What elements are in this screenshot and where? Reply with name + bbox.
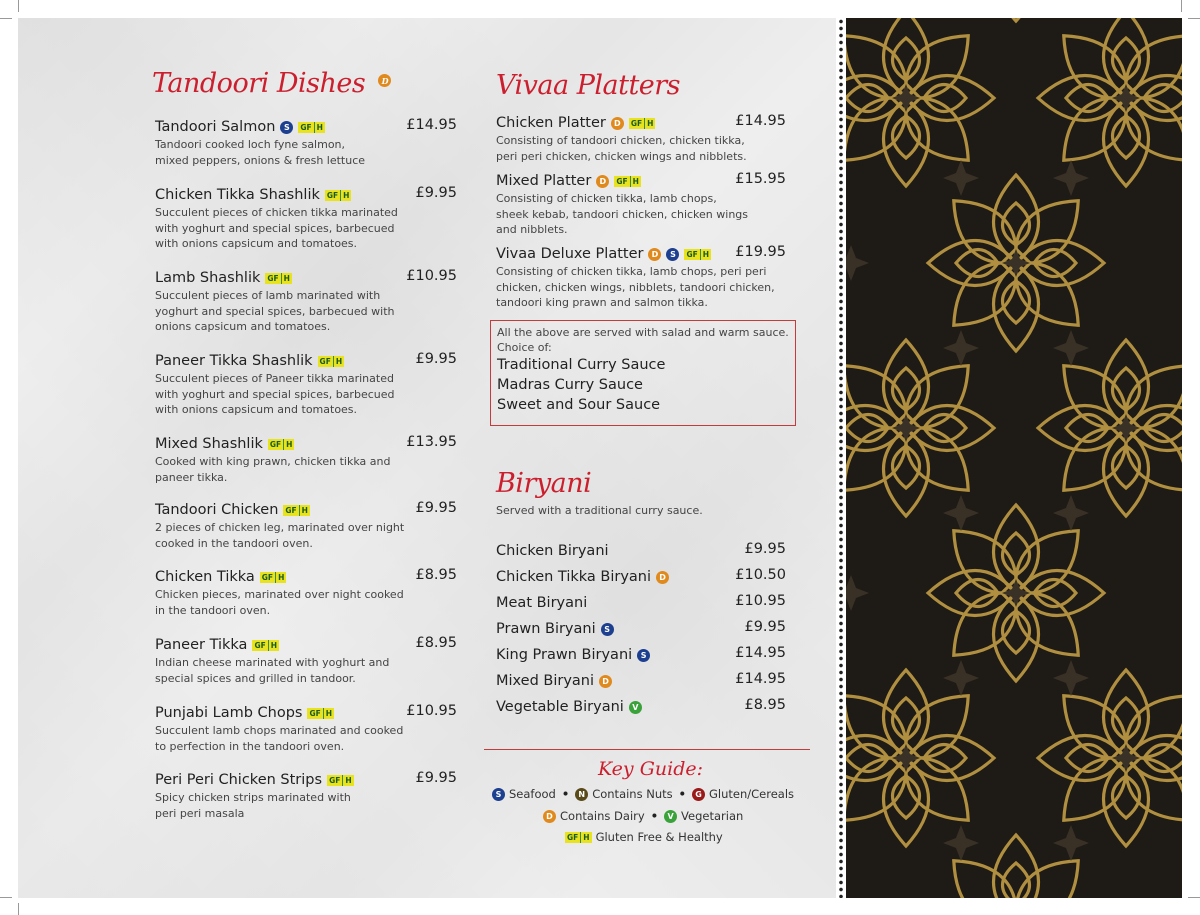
item-name: Vegetable Biryani <box>496 699 624 715</box>
menu-item <box>496 113 786 164</box>
item-price: £8.95 <box>415 635 457 651</box>
dairy-icon: D <box>611 117 624 130</box>
item-heading <box>155 770 457 790</box>
menu-item <box>496 244 786 311</box>
biryani-item <box>496 645 786 667</box>
item-heading <box>155 500 457 520</box>
item-description-line: paneer tikka. <box>155 470 228 484</box>
item-heading <box>155 351 457 371</box>
gluten-free-healthy-icon <box>283 505 310 516</box>
gluten-free-healthy-icon <box>298 122 325 133</box>
item-price: £14.95 <box>735 645 786 661</box>
item-name: Meat Biryani <box>496 595 588 611</box>
item-description-line: Succulent pieces of chicken tikka marinated <box>155 206 398 219</box>
gfh-h-part: H <box>314 122 325 133</box>
gfh-gf-part: GF <box>300 122 312 132</box>
biryani-item <box>496 541 786 563</box>
gluten-free-healthy-icon <box>614 176 641 187</box>
item-heading <box>496 567 786 587</box>
sauce-option: Madras Curry Sauce <box>497 377 643 393</box>
item-description-line: Chicken pieces, marinated over night cooked <box>155 588 404 601</box>
item-description-line: to perfection in the tandoori oven. <box>155 739 345 753</box>
dairy-icon: D <box>378 74 391 87</box>
gfh-gf-part: GF <box>567 832 579 842</box>
item-description-line: Consisting of chicken tikka, lamb chops, <box>496 192 717 205</box>
dotted-border <box>836 18 846 898</box>
biryani-item <box>496 593 786 615</box>
gluten-free-healthy-icon <box>307 708 334 719</box>
seafood-icon: S <box>637 649 650 662</box>
biryani-subtitle: Served with a traditional curry sauce. <box>496 504 703 517</box>
item-description-line: cooked in the tandoori oven. <box>155 536 313 550</box>
item-heading <box>155 703 457 723</box>
item-price: £9.95 <box>744 619 786 635</box>
item-name: Prawn Biryani <box>496 621 596 637</box>
gfh-gf-part: GF <box>630 118 643 128</box>
gfh-h-part: H <box>299 505 310 516</box>
gfh-gf-part: GF <box>254 640 266 650</box>
item-heading <box>496 171 786 191</box>
item-description-line: Succulent lamb chops marinated and cooked <box>155 724 404 737</box>
key-guide-row <box>565 829 723 845</box>
item-name: Mixed Shashlik <box>155 436 263 452</box>
item-description-line: sheek kebab, tandoori chicken, chicken wings <box>496 207 749 221</box>
gluten-free-healthy-icon <box>325 190 352 201</box>
item-name: Chicken Tikka Shashlik <box>155 187 320 203</box>
item-heading <box>155 117 457 137</box>
item-description-line: with onions capsicum and tomatoes. <box>155 237 358 250</box>
floral-pattern-graphic <box>846 18 1182 898</box>
gfh-h-part: H <box>333 356 344 367</box>
gfh-gf-part: GF <box>269 439 282 449</box>
gluten-free-healthy-icon <box>684 249 711 260</box>
item-price: £9.95 <box>744 541 786 557</box>
item-price: £10.50 <box>735 567 786 583</box>
gfh-h-part: H <box>340 190 351 201</box>
gfh-gf-part: GF <box>309 708 321 718</box>
gfh-h-part: H <box>644 118 655 129</box>
item-heading <box>155 635 457 655</box>
item-price: £9.95 <box>415 351 457 367</box>
gluten-free-healthy-icon <box>260 572 287 583</box>
item-description-line: Indian cheese marinated with yoghurt and <box>155 656 390 669</box>
item-heading <box>155 434 457 454</box>
gfh-h-part: H <box>268 640 279 651</box>
biryani-item <box>496 567 786 589</box>
gfh-h-part: H <box>275 572 286 583</box>
key-nuts-label: Contains Nuts <box>592 787 673 801</box>
item-heading <box>155 567 457 587</box>
key-gluten-label: Gluten/Cereals <box>709 787 795 801</box>
crop-mark <box>1188 18 1200 19</box>
menu-item <box>155 351 457 418</box>
gluten-free-healthy-icon <box>268 439 295 450</box>
biryani-item <box>496 619 786 641</box>
item-description-line: with yoghurt and special spices, barbecued <box>155 387 395 401</box>
crop-mark <box>0 897 12 898</box>
item-price: £9.95 <box>415 500 457 516</box>
item-price: £19.95 <box>735 244 786 260</box>
item-description-line: Spicy chicken strips marinated with <box>155 791 351 804</box>
item-heading <box>155 268 457 288</box>
seafood-icon: S <box>492 788 505 801</box>
item-price: £10.95 <box>406 268 457 284</box>
item-name: Punjabi Lamb Chops <box>155 705 303 721</box>
dairy-icon: D <box>543 810 556 823</box>
seafood-icon: S <box>601 623 614 636</box>
dairy-icon: D <box>656 571 669 584</box>
item-price: £10.95 <box>406 703 457 719</box>
item-description-line: mixed peppers, onions & fresh lettuce <box>155 153 366 167</box>
item-name: Vivaa Deluxe Platter <box>496 246 644 262</box>
dairy-icon: D <box>596 175 609 188</box>
gfh-gf-part: GF <box>616 176 628 186</box>
serve-note-line: All the above are served with salad and warm sauce. <box>497 326 789 339</box>
gluten-free-healthy-icon <box>252 640 279 651</box>
item-heading <box>496 113 786 133</box>
item-price: £9.95 <box>415 770 457 786</box>
seafood-icon: S <box>666 248 679 261</box>
item-price: £9.95 <box>415 185 457 201</box>
gfh-gf-part: GF <box>686 249 698 259</box>
sauce-option: Traditional Curry Sauce <box>497 357 666 373</box>
item-price: £8.95 <box>744 697 786 713</box>
key-guide-row <box>492 786 794 802</box>
platters-section-title: Vivaa Platters <box>496 70 681 101</box>
key-vegetarian-label: Vegetarian <box>681 809 744 823</box>
gfh-h-part: H <box>630 176 641 187</box>
item-description-line: peri peri chicken, chicken wings and nibblets. <box>496 149 747 163</box>
menu-item <box>155 434 457 485</box>
tandoori-title-text: Tandoori Dishes <box>152 68 366 99</box>
item-name: Chicken Platter <box>496 115 606 131</box>
menu-item <box>155 185 457 252</box>
item-description-line: Succulent pieces of Paneer tikka marinated <box>155 372 394 385</box>
item-description-line: in the tandoori oven. <box>155 603 271 617</box>
item-price: £14.95 <box>735 113 786 129</box>
item-description-line: tandoori king prawn and salmon tikka. <box>496 296 708 309</box>
item-price: £14.95 <box>735 671 786 687</box>
key-guide-title: Key Guide: <box>598 758 704 780</box>
gfh-h-part: H <box>342 775 353 786</box>
biryani-item <box>496 671 786 693</box>
item-description-line: peri peri masala <box>155 806 245 820</box>
gfh-h-part: H <box>323 708 334 719</box>
item-description-line: Consisting of tandoori chicken, chicken tikka, <box>496 134 745 147</box>
seafood-icon: S <box>280 121 293 134</box>
item-description-line: Cooked with king prawn, chicken tikka and <box>155 455 391 468</box>
separator-bullet: • <box>561 787 570 801</box>
gfh-gf-part: GF <box>285 505 297 515</box>
item-description-line: and nibblets. <box>496 223 568 236</box>
item-name: Tandoori Salmon <box>155 119 276 135</box>
item-name: King Prawn Biryani <box>496 647 633 663</box>
item-description-line: yoghurt and special spices, barbecued with <box>155 304 395 318</box>
vegetarian-icon: V <box>629 701 642 714</box>
item-heading <box>496 697 786 717</box>
item-description-line: Consisting of chicken tikka, lamb chops, peri peri <box>496 265 767 278</box>
key-dairy-label: Contains Dairy <box>560 809 645 823</box>
item-description-line: special spices and grilled in tandoor. <box>155 671 356 685</box>
item-description-line: onions capsicum and tomatoes. <box>155 320 331 333</box>
tandoori-section-title <box>152 68 391 99</box>
item-name: Mixed Biryani <box>496 673 595 689</box>
menu-item <box>155 770 457 821</box>
crop-mark <box>18 903 19 915</box>
item-heading <box>155 185 457 205</box>
gfh-h-part: H <box>580 832 591 843</box>
separator-bullet: • <box>650 809 659 823</box>
gfh-gf-part: GF <box>267 273 279 283</box>
gluten-free-healthy-icon <box>629 118 656 129</box>
sauce-option: Sweet and Sour Sauce <box>497 397 661 413</box>
gfh-gf-part: GF <box>261 572 274 582</box>
item-heading <box>496 671 786 691</box>
item-name: Chicken Tikka <box>155 569 255 585</box>
gfh-h-part: H <box>700 249 711 260</box>
gluten-free-healthy-icon <box>265 273 292 284</box>
item-price: £13.95 <box>406 434 457 450</box>
decorative-pattern-panel <box>846 18 1182 898</box>
item-description-line: with yoghurt and special spices, barbecued <box>155 221 395 235</box>
menu-item <box>155 567 457 618</box>
gluten-free-healthy-icon <box>318 356 345 367</box>
menu-item <box>155 268 457 335</box>
key-gfh-label: Gluten Free & Healthy <box>595 830 723 844</box>
gfh-h-part: H <box>283 439 294 450</box>
item-price: £10.95 <box>735 593 786 609</box>
item-name: Mixed Platter <box>496 173 592 189</box>
biryani-item <box>496 697 786 719</box>
key-divider <box>484 749 810 750</box>
menu-item <box>155 703 457 754</box>
item-name: Chicken Biryani <box>496 543 609 559</box>
crop-mark <box>18 0 19 12</box>
menu-item <box>155 117 457 168</box>
crop-mark <box>1181 0 1182 12</box>
item-name: Paneer Tikka <box>155 637 248 653</box>
item-heading <box>496 619 786 639</box>
key-guide-row <box>543 808 743 824</box>
gfh-gf-part: GF <box>326 190 339 200</box>
crop-mark <box>1188 897 1200 898</box>
separator-bullet: • <box>678 787 686 801</box>
crop-mark <box>0 18 12 19</box>
item-name: Lamb Shashlik <box>155 270 261 286</box>
menu-item <box>155 500 457 551</box>
item-price: £15.95 <box>735 171 786 187</box>
item-name: Chicken Tikka Biryani <box>496 569 652 585</box>
gfh-gf-part: GF <box>329 775 341 785</box>
dairy-icon: D <box>648 248 661 261</box>
vegetarian-icon: V <box>664 810 677 823</box>
item-price: £14.95 <box>406 117 457 133</box>
gluten-free-healthy-icon <box>565 832 592 843</box>
gluten-icon: G <box>692 788 705 801</box>
menu-item <box>496 171 786 238</box>
serve-note-line: Choice of: <box>497 341 552 354</box>
item-description-line: chicken, chicken wings, nibblets, tandoori chicken, <box>496 280 775 294</box>
item-name: Paneer Tikka Shashlik <box>155 353 313 369</box>
key-seafood-label: Seafood <box>509 787 556 801</box>
menu-item <box>155 635 457 686</box>
gfh-h-part: H <box>281 273 292 284</box>
gluten-free-healthy-icon <box>327 775 354 786</box>
item-name: Peri Peri Chicken Strips <box>155 772 323 788</box>
biryani-section-title: Biryani <box>496 468 592 499</box>
item-heading <box>496 541 786 561</box>
item-description-line: Tandoori cooked loch fyne salmon, <box>155 138 346 151</box>
item-heading <box>496 645 786 665</box>
item-description-line: with onions capsicum and tomatoes. <box>155 403 358 416</box>
item-price: £8.95 <box>415 567 457 583</box>
item-description-line: 2 pieces of chicken leg, marinated over night <box>155 521 405 534</box>
sauce-choice-box <box>490 320 796 426</box>
item-name: Tandoori Chicken <box>155 502 279 518</box>
item-description-line: Succulent pieces of lamb marinated with <box>155 289 381 302</box>
item-heading <box>496 593 786 613</box>
gfh-gf-part: GF <box>319 356 331 366</box>
nuts-icon: N <box>575 788 588 801</box>
dairy-icon: D <box>599 675 612 688</box>
item-heading <box>496 244 786 264</box>
